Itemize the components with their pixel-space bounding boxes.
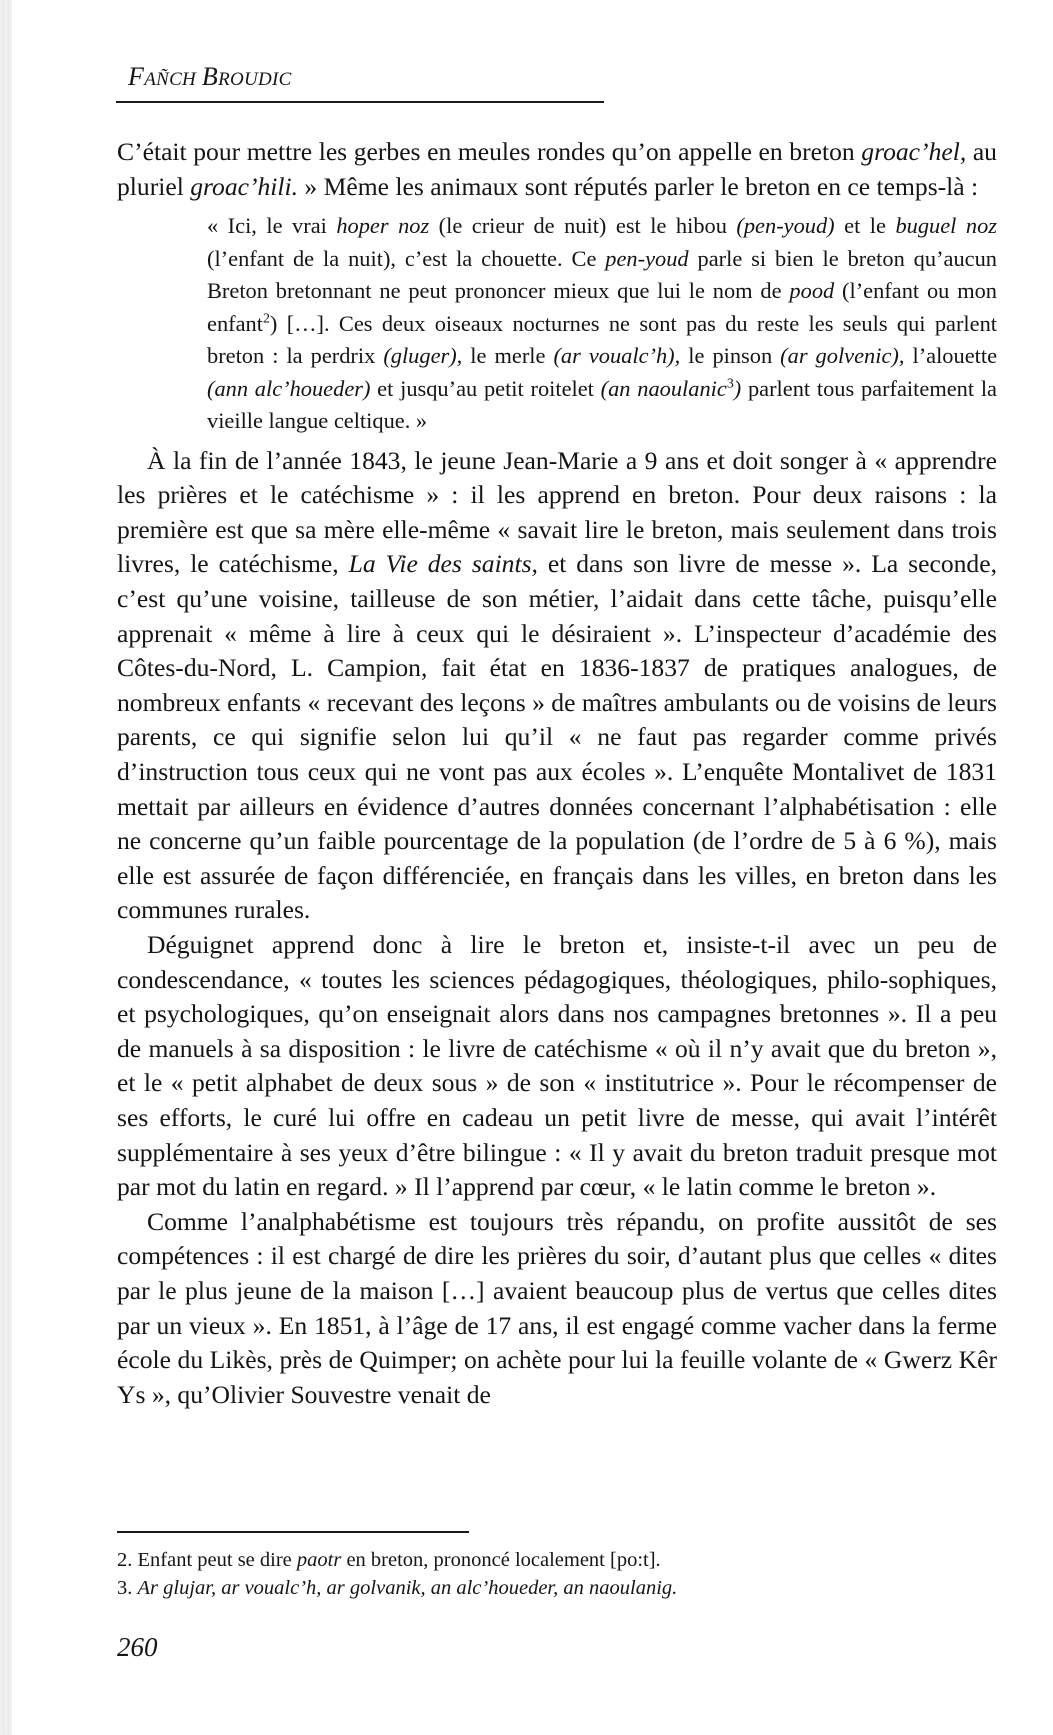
header-rule xyxy=(116,101,604,103)
paragraph xyxy=(117,1205,997,1413)
text-run: et dans son livre de messe ». La seconde, c’est qu’une voisine, tailleuse de son métier, l’aidait dans cette tâche, puisqu’elle apprenait « même à lire à ceux qui le désiraient ». L’inspecteur d’académie des Côtes-du-Nord, L. Campion, fait état en 1836-1837 de pratiques analogues, de nombreux enfants « recevant des leçons » de maîtres ambulants ou de voisins de leurs parents, ce qui signifie selon lui qu’il « ne faut pas regarder comme privés d’instruction tous ceux qui ne vont pas aux écoles ». L’enquête Montalivet de 1831 mettait par ailleurs en évidence d’autres données concernant l’alphabétisation : elle ne concerne qu’un faible pourcentage de la population (de l’ordre de 5 à 6 %), mais elle est assurée de façon différenciée, en français dans les villes, en breton dans les communes rurales. xyxy=(117,549,997,925)
italic-term: (pen-youd) xyxy=(736,213,835,239)
italic-term: (ar golvenic), xyxy=(780,343,905,369)
author-rest-1: AÑCH xyxy=(144,69,197,90)
page-number: 260 xyxy=(117,1632,158,1662)
italic-term: (ann alc’houeder) xyxy=(207,375,371,401)
block-quote xyxy=(207,210,997,438)
text-run: (le crieur de nuit) est le hibou xyxy=(429,213,737,239)
text-run: l’alouette xyxy=(904,343,998,369)
author-rest-2: ROUDIC xyxy=(218,69,292,90)
text-run: (l’enfant ou mon enfant xyxy=(207,278,997,336)
italic-term: hoper noz xyxy=(336,213,430,239)
text-run: 3. xyxy=(117,1577,138,1599)
paragraph xyxy=(117,928,997,1205)
main-text xyxy=(117,135,997,1412)
footnote-rule xyxy=(117,1531,469,1533)
text-run: C’était pour mettre les gerbes en meules rondes qu’on appelle en breton xyxy=(117,137,862,166)
footnote xyxy=(117,1574,997,1602)
text-run: au pluriel xyxy=(117,137,997,201)
running-head-author xyxy=(128,62,292,92)
text-run: et jusqu’au petit roitelet xyxy=(370,375,601,401)
italic-term: (an naoulanic xyxy=(600,375,727,401)
italic-term: groac’hili. xyxy=(190,171,299,201)
italic-term: (gluger), xyxy=(383,343,463,369)
text-run: le merle xyxy=(462,343,554,369)
text-run: À la fin de l’année 1843, le jeune Jean-Marie a 9 ans et doit songer à « apprendre les prières et le catéchisme » : il les apprend en breton. Pour deux raisons : la première est que sa mère elle-même « savait lire le breton, mais seulement dans trois livres, le catéchisme, xyxy=(117,445,997,579)
text-run: Déguignet apprend donc à lire le breton et, insiste-t-il avec un peu de condescendance, « toutes les sciences pédagogiques, théologiques, philo-sophiques, et psychologiques, qu’on enseignait alors dans nos campagnes bretonnes ». Il a peu de manuels à sa disposition : le livre de catéchisme « où il n’y avait que du breton », et le « petit alphabet de deux sous » de son « institutrice ». Pour le récompenser de ses efforts, le curé lui offre en cadeau un petit livre de messe, qui avait l’intérêt supplémentaire à ses yeux d’être bilingue : « Il y avait du breton traduit presque mot par mot du latin en regard. » Il l’apprend par cœur, « le latin comme le breton ». xyxy=(117,930,997,1202)
text-run: (l’enfant de la nuit), c’est la chouette. Ce xyxy=(207,245,606,271)
italic-term: (ar voualc’h), xyxy=(553,343,681,369)
italic-term: pood xyxy=(789,278,835,304)
author-initial-1: F xyxy=(128,62,145,91)
italic-term: paotr xyxy=(296,1549,342,1571)
footnote-ref: 2 xyxy=(262,311,270,327)
italic-term: ) xyxy=(733,375,742,401)
scan-edge-artifact xyxy=(0,0,12,1735)
text-run: » Même les animaux sont réputés parler le breton en ce temps-là : xyxy=(298,171,979,201)
italic-term: groac’hel, xyxy=(861,137,967,166)
text-run: « Ici, le vrai xyxy=(207,213,337,239)
italic-term: La Vie des saints, xyxy=(348,549,538,579)
footnote-ref: 3 xyxy=(726,376,734,392)
footnote xyxy=(117,1546,997,1574)
text-run: Comme l’analphabétisme est toujours très répandu, on profite aussitôt de ses compétences : il est chargé de dire les prières du soir, d’autant plus que celles « dites par le plus jeune de la maison […] avaient beaucoup plus de vertus que celles dites par un vieux ». En 1851, à l’âge de 17 ans, il est engagé comme vacher dans la ferme école du Likès, près de Quimper; on achète pour lui la feuille volante de « Gwerz Kêr Ys », qu’Olivier Souvestre venait de xyxy=(117,1206,997,1409)
text-run: et le xyxy=(834,213,896,239)
paragraph xyxy=(117,135,997,204)
italic-term: buguel noz xyxy=(895,213,997,239)
text-run: en breton, prononcé localement [po:t]. xyxy=(341,1549,661,1571)
text-run: ) […]. Ces deux oiseaux nocturnes ne sont pas du reste les seuls qui parlent breton : la perdrix xyxy=(207,310,997,369)
italic-term: pen-youd xyxy=(605,245,689,271)
footnotes xyxy=(117,1546,997,1602)
text-run: parle si bien le breton qu’aucun Breton bretonnant ne peut prononcer mieux que lui le nom de xyxy=(207,245,997,304)
text-run: le pinson xyxy=(680,343,781,369)
italic-term: Ar glujar, ar voualc’h, ar golvanik, an alc’houeder, an naoulanig. xyxy=(137,1577,678,1599)
paragraph xyxy=(117,444,997,928)
text-run: 2. Enfant peut se dire xyxy=(117,1549,297,1571)
author-initial-2: B xyxy=(201,62,219,91)
text-run: parlent tous parfaitement la vieille langue celtique. » xyxy=(207,375,997,434)
